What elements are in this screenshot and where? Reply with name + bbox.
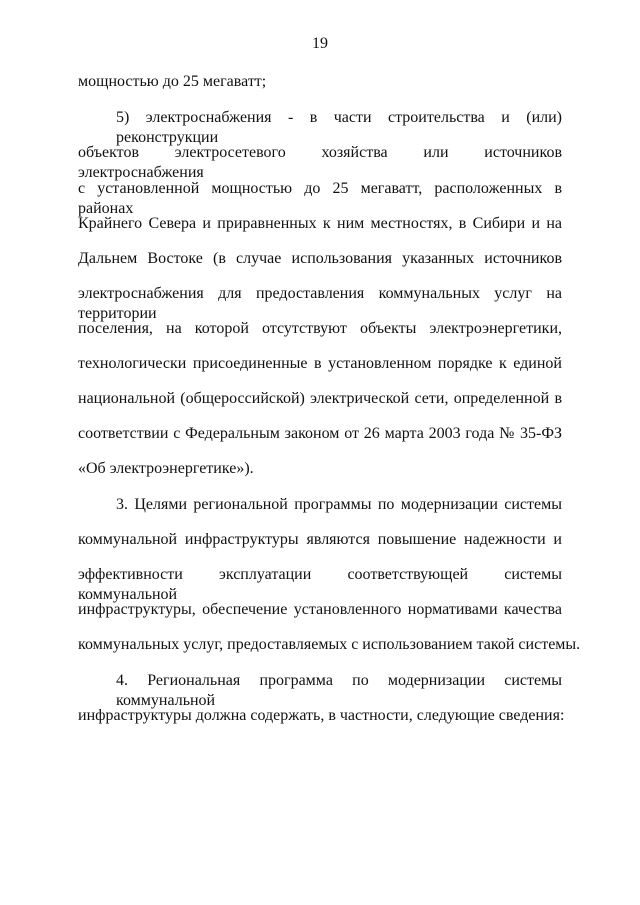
text-line: инфраструктуры, обеспечение установленного нормативами качества xyxy=(78,601,562,618)
text-line: объектов электросетевого хозяйства или источников электроснабжения xyxy=(78,144,562,181)
text-line: технологически присоединенные в установленном порядке к единой xyxy=(78,355,562,372)
text-line: национальной (общероссийской) электрической сети, определенной в xyxy=(78,390,562,407)
text-line: эффективности эксплуатации соответствующей системы коммунальной xyxy=(78,566,562,603)
text-line: инфраструктуры должна содержать, в частности, следующие сведения: xyxy=(78,707,565,724)
paragraph-4-line-1: 4. Региональная программа по модернизации системы коммунальной xyxy=(116,672,562,709)
paragraph-5-line-1: 5) электроснабжения - в части строительства и (или) реконструкции xyxy=(116,109,562,146)
text-line: мощностью до 25 мегаватт; xyxy=(78,73,267,90)
text-line: с установленной мощностью до 25 мегаватт, расположенных в районах xyxy=(78,180,562,217)
text-line: «Об электроэнергетике»). xyxy=(78,460,254,477)
text-line: коммунальных услуг, предоставляемых с использованием такой системы. xyxy=(78,636,581,653)
text-line: Дальнем Востоке (в случае использования указанных источников xyxy=(78,250,562,267)
paragraph-3-line-1: 3. Целями региональной программы по модернизации системы xyxy=(116,496,562,513)
text-line: коммунальной инфраструктуры являются повышение надежности и xyxy=(78,531,562,548)
text-line: соответствии с Федеральным законом от 26 марта 2003 года № 35-ФЗ xyxy=(78,425,562,442)
text-line: электроснабжения для предоставления коммунальных услуг на территории xyxy=(78,285,562,322)
text-line: поселения, на которой отсутствуют объекты электроэнергетики, xyxy=(78,320,562,337)
text-line: Крайнего Севера и приравненных к ним местностях, в Сибири и на xyxy=(78,215,562,232)
page-number: 19 xyxy=(312,35,328,52)
